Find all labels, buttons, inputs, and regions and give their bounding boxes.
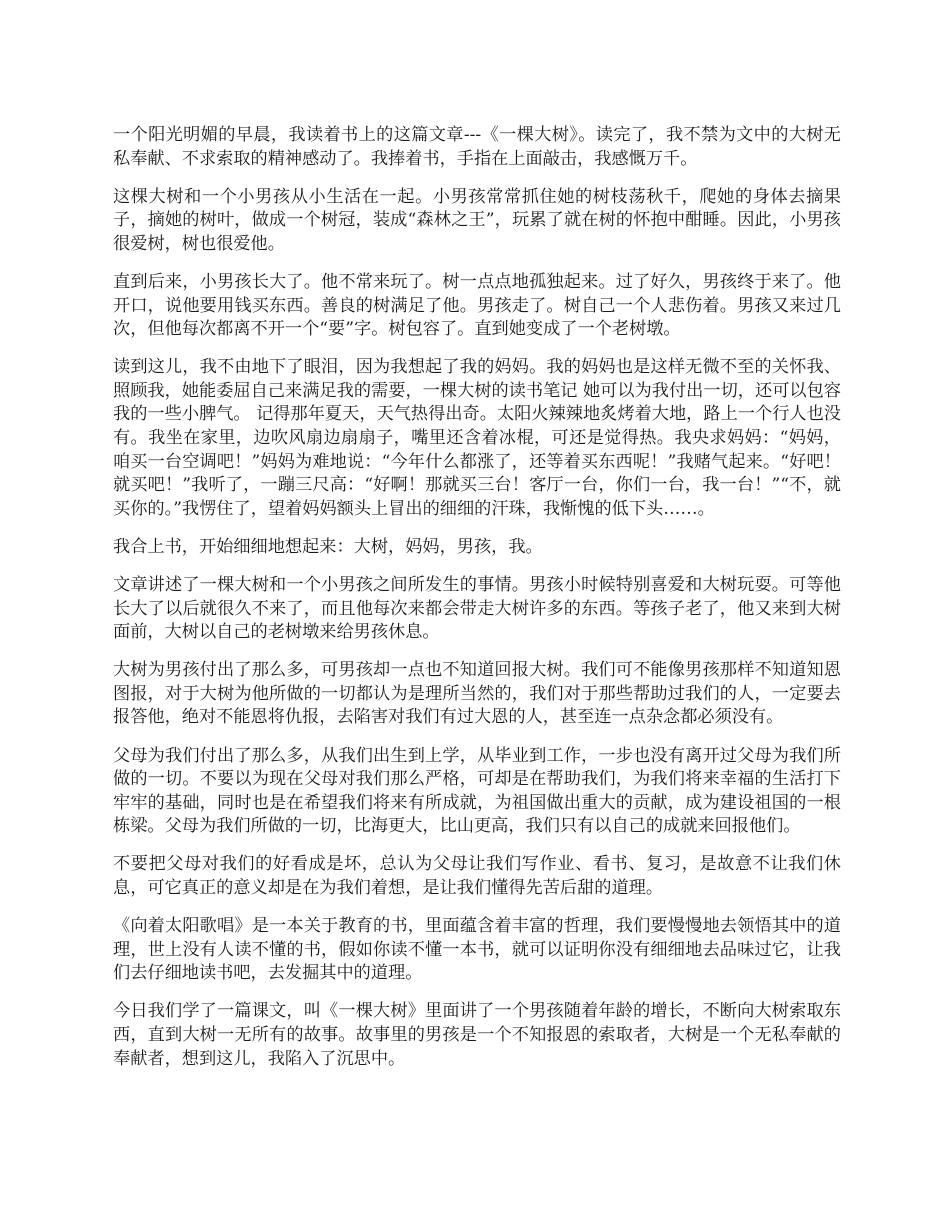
paragraph: 读到这儿，我不由地下了眼泪，因为我想起了我的妈妈。我的妈妈也是这样无微不至的关怀我、照顾我，她能委屈自己来满足我的需要，一棵大树的读书笔记 她可以为我付出一切，还可以包容我的一些小脾气。 记得那年夏天，天气热得出奇。太阳火辣辣地炙烤着大地，路上一个行人也没有。我坐在家里，边吹风扇边扇扇子，嘴里还含着冰棍，可还是觉得热。我央求妈妈：“妈妈，咱买一台空调吧！”妈妈为难地说：“今年什么都涨了，还等着买东西呢！”我赌气起来。“好吧！就买吧！”我听了，一蹦三尺高：“好啊！那就买三台！客厅一台，你们一台，我一台！”“不，就买你的。”我愣住了，望着妈妈额头上冒出的细细的汗珠，我惭愧的低下头……。 [113,357,841,519]
paragraph: 大树为男孩付出了那么多，可男孩却一点也不知道回报大树。我们可不能像男孩那样不知道知恩图报，对于大树为他所做的一切都认为是理所当然的，我们对于那些帮助过我们的人，一定要去报答他，绝对不能恩将仇报，去陷害对我们有过大恩的人，甚至连一点杂念都必须没有。 [113,660,841,728]
document-body [113,124,841,1086]
paragraph: 《向着太阳歌唱》是一本关于教育的书，里面蕴含着丰富的哲理，我们要慢慢地去领悟其中的道理，世上没有人读不懂的书，假如你读不懂一本书，就可以证明你没有细细地去品味过它，让我们去仔细地读书吧，去发掘其中的道理。 [113,916,841,984]
paragraph: 父母为我们付出了那么多，从我们出生到上学，从毕业到工作，一步也没有离开过父母为我们所做的一切。不要以为现在父母对我们那么严格，可却是在帮助我们，为我们将来幸福的生活打下牢牢的基础，同时也是在希望我们将来有所成就，为祖国做出重大的贡献，成为建设祖国的一根栋梁。父母为我们所做的一切，比海更大，比山更高，我们只有以自己的成就来回报他们。 [113,745,841,837]
paragraph: 今日我们学了一篇课文，叫《一棵大树》里面讲了一个男孩随着年龄的增长，不断向大树索取东西，直到大树一无所有的故事。故事里的男孩是一个不知报恩的索取者，大树是一个无私奉献的奉献者，想到这儿，我陷入了沉思中。 [113,1001,841,1069]
paragraph: 我合上书，开始细细地想起来：大树，妈妈，男孩，我。 [113,536,543,557]
paragraph: 一个阳光明媚的早晨，我读着书上的这篇文章---《一棵大树》。读完了，我不禁为文中的大树无私奉献、不求索取的精神感动了。我捧着书，手指在上面敲击，我感慨万千。 [113,125,841,169]
paragraph: 文章讲述了一棵大树和一个小男孩之间所发生的事情。男孩小时候特别喜爱和大树玩耍。可等他长大了以后就很久不来了，而且他每次来都会带走大树许多的东西。等孩子老了，他又来到大树面前，大树以自己的老树墩来给男孩休息。 [113,575,841,643]
paragraph: 直到后来，小男孩长大了。他不常来玩了。树一点点地孤独起来。过了好久，男孩终于来了。他开口，说他要用钱买东西。善良的树满足了他。男孩走了。树自己一个人悲伤着。男孩又来过几次，但他每次都离不开一个“要”字。树包容了。直到她变成了一个老树墩。 [113,271,841,340]
paragraph: 这棵大树和一个小男孩从小生活在一起。小男孩常常抓住她的树枝荡秋千，爬她的身体去摘果子，摘她的树叶，做成一个树冠，装成“森林之王”，玩累了就在树的怀抱中酣睡。因此，小男孩很爱树，树也很爱他。 [113,186,841,254]
paragraph: 不要把父母对我们的好看成是坏，总认为父母让我们写作业、看书、复习，是故意不让我们休息，可它真正的意义却是在为我们着想，是让我们懂得先苦后甜的道理。 [113,854,841,899]
